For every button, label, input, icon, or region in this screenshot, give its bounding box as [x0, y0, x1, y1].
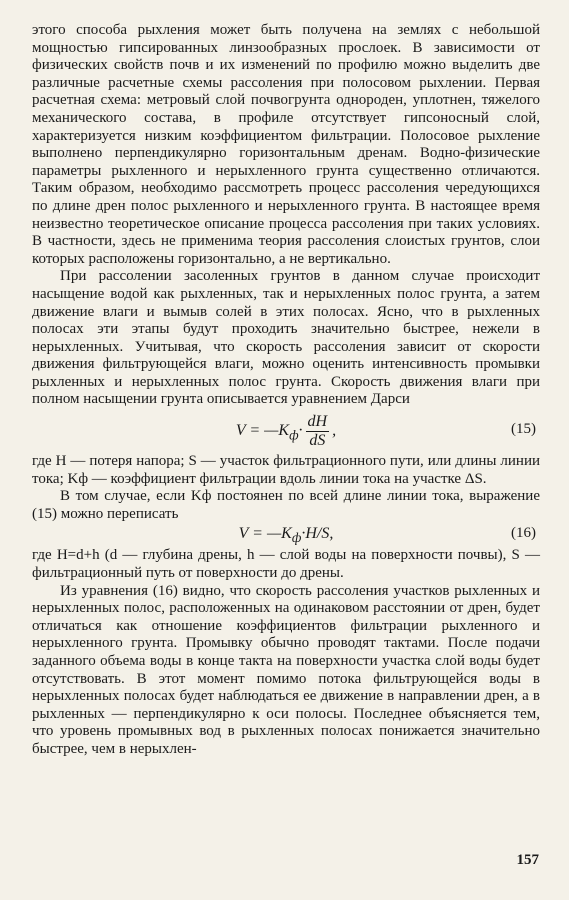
- formula-15-subscript: ф: [289, 427, 299, 443]
- formula-15-denominator: dS: [309, 432, 326, 450]
- page-text: [32, 22, 540, 759]
- formula-15-numerator: dH: [307, 413, 328, 431]
- paragraph-2: При рассолении засоленных грунтов в данном случае происходит насыщение водой как рыхленных, так и нерыхленных полос грунта, а затем движение влаги и вымыв солей в этих полосах. Ясно, что в рыхленных полосах эти этапы будут проходить значительно быстрее, нежели в нерыхленных. Учитывая, что скорость рассоления зависит от скорости движения фильтрующейся влаги, можно оценить интенсивность промывки рыхленных и нерыхленных полос грунта. Скорость движения влаги при полном насыщении грунта описывается уравнением Дарси: [32, 268, 540, 408]
- paragraph-3: где H — потеря напора; S — участок фильтрационного пути, или длины линии тока; Kф — коэффициент фильтрации вдоль линии тока на участке ΔS.: [32, 453, 540, 487]
- formula-15-tail: ,: [332, 422, 337, 440]
- formula-15-number: (15): [511, 421, 536, 438]
- paragraph-1: этого способа рыхления может быть получена на землях с небольшой мощностью гипсированных линзообразных прослоек. В зависимости от физических свойств почв и их изменений по профилю можно выделить две различные расчетные схемы рассоления при полосовом рыхлении. Первая расчетная схема: метровый слой почвогрунта однороден, уплотнен, тяжелого механического состава, в профиле отсутствует гипсоносный слой, характеризуется низким коэффициентом фильтрации. Полосовое рыхление выполнено перпендикулярно горизонтальным дренам. Водно-физические параметры рыхленного и нерыхленного грунта существенно отличаются. Таким образом, необходимо рассмотреть процесс рассоления чередующихся по длине дрен полос рыхленного и нерыхленного грунта. В настоящее время неизвестно теоретическое описание процесса рассоления при таких условиях. В частности, здесь не применима теория рассоления слоистых грунтов, слои которых расположены горизонтально, а не вертикально.: [32, 22, 540, 267]
- formula-15-fraction: [306, 413, 330, 450]
- formula-16-rhs: ·H/S,: [301, 525, 334, 543]
- formula-15: [32, 409, 540, 453]
- formula-15-dot: ·: [298, 422, 303, 440]
- paragraph-5: где H=d+h (d — глубина дрены, h — слой воды на поверхности почвы), S — фильтрационный путь от поверхности до дрены.: [32, 547, 540, 582]
- paragraph-6: Из уравнения (16) видно, что скорость рассоления участков рыхленных и нерыхленных полос, расположенных на одинаковом расстоянии от дрен, будет отличаться как отношение коэффициентов фильтрации рыхленного и нерыхленного грунта. Промывку обычно проводят тактами. После подачи заданного объема воды в конце такта на поверхности участка слой воды будет отсутствовать. В этот момент помимо потока фильтрующейся воды в нерыхленных полосах будет наблюдаться ее движение в направлении дрен, а в рыхленных — перпендикулярно к оси полосы. Последнее объясняется тем, что уровень промывных вод в рыхленных полосах понижается значительно быстрее, чем в нерыхлен-: [32, 582, 540, 757]
- formula-15-lhs: V = —K: [235, 422, 290, 440]
- formula-16-lhs: V = —K: [238, 525, 292, 543]
- formula-16-subscript: ф: [291, 530, 302, 546]
- page-number: 157: [516, 852, 539, 868]
- paragraph-4: В том случае, если Kф постоянен по всей длине линии тока, выражение (15) можно переписать: [32, 488, 540, 522]
- formula-16: [32, 523, 540, 547]
- formula-16-number: (16): [511, 525, 536, 542]
